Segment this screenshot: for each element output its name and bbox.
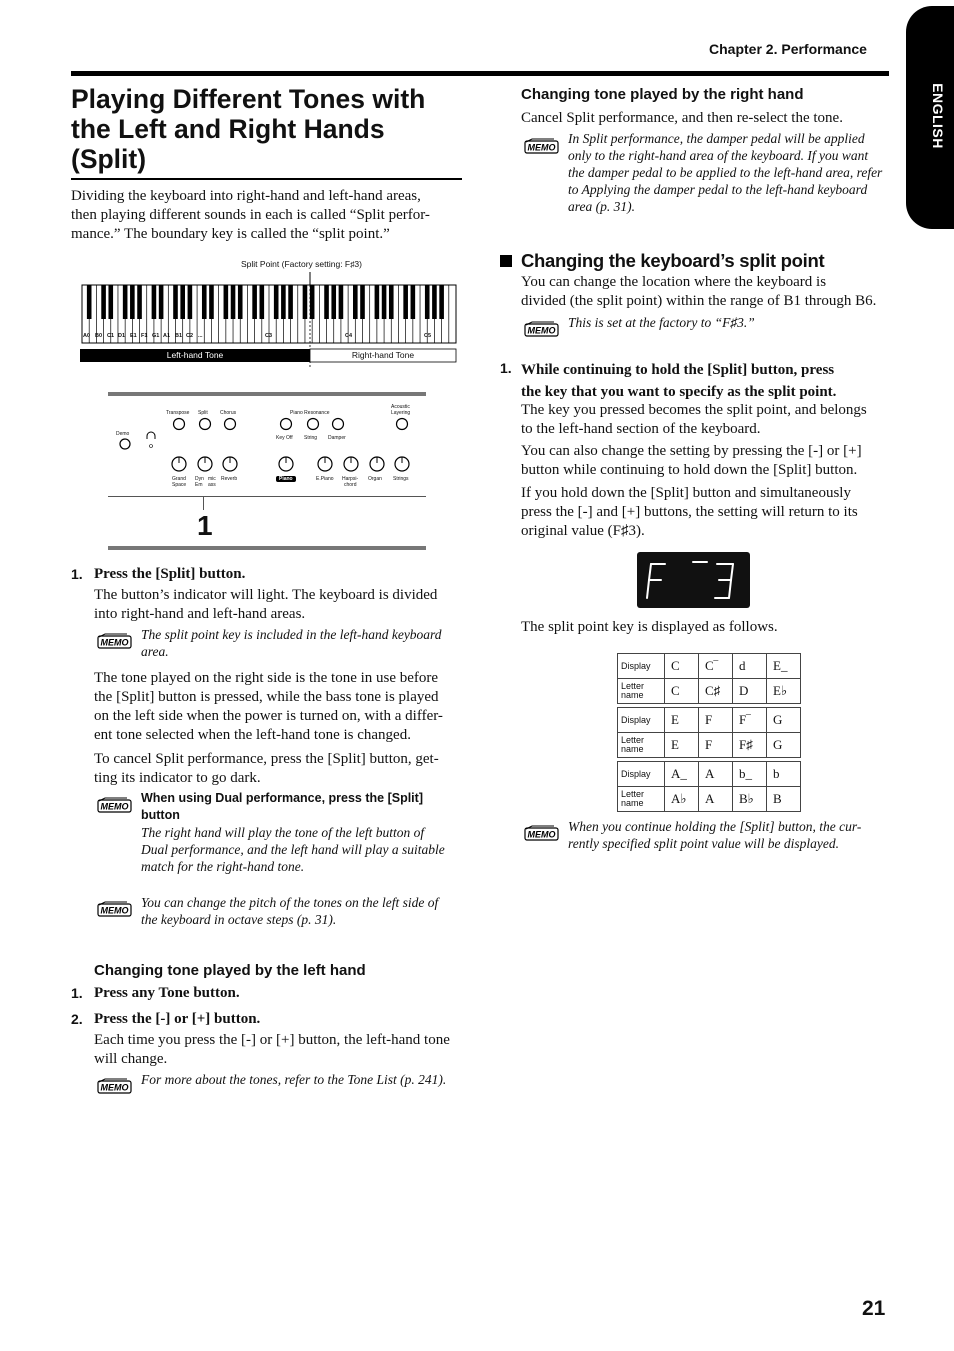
black-key: [281, 285, 286, 319]
text-line: the keyboard in octave steps (p. 31).: [141, 912, 337, 927]
step1-text: [94, 586, 464, 624]
text-line: ent tone selected when the left-hand tone is changed.: [94, 727, 411, 743]
black-key: [360, 285, 365, 319]
memo-icon: [97, 901, 133, 919]
black-key: [130, 285, 135, 319]
table-row: [618, 679, 801, 704]
left-hand-text: [94, 1031, 466, 1069]
text-line: into right-hand and left-hand areas.: [94, 606, 306, 622]
led-display-f3: [637, 552, 750, 608]
key-label: D1: [118, 333, 126, 339]
display-label: Display: [618, 708, 665, 733]
black-key: [188, 285, 193, 319]
svg-text:MEMO: MEMO: [527, 142, 556, 153]
table-row: [618, 787, 801, 812]
header-rule: [71, 71, 889, 76]
black-key: [173, 285, 178, 319]
table-row: [618, 733, 801, 758]
letter-cell: B♭: [733, 787, 767, 812]
text-line: button: [141, 808, 180, 822]
black-key: [288, 285, 293, 319]
black-key: [353, 285, 358, 319]
text-line: When using Dual performance, press the [Split]: [141, 791, 423, 805]
text-line: the [Split] button is pressed, while the bass tone is played: [94, 689, 439, 705]
letter-cell: E: [665, 733, 699, 758]
space-label: Space: [172, 482, 187, 488]
text-line: ting its indicator to go dark.: [94, 770, 261, 786]
step-title: Press any Tone button.: [94, 985, 240, 1001]
letter-cell: A: [699, 787, 733, 812]
em-label: Em: [195, 482, 203, 488]
black-key: [87, 285, 92, 319]
demo-label: Demo: [116, 431, 130, 437]
memo-icon: [97, 797, 133, 815]
black-key: [108, 285, 113, 319]
memo-icon: [524, 825, 560, 843]
black-key: [432, 285, 437, 319]
memo-text: [141, 894, 463, 928]
text-line: Each time you press the [-] or [+] button, the left-hand tone: [94, 1032, 450, 1048]
black-key: [159, 285, 164, 319]
text-line: the damper pedal to be applied to the left-hand area, refer: [568, 165, 883, 180]
split-point-p1: [521, 401, 893, 439]
black-key: [331, 285, 336, 319]
key-label: B1: [175, 333, 183, 339]
step-title: Press the [Split] button.: [94, 566, 246, 582]
text-line: to the left-hand section of the keyboard.: [521, 421, 761, 437]
black-key: [260, 285, 265, 319]
letter-name-label: Letter name: [618, 733, 665, 758]
black-key: [439, 285, 444, 319]
text-line: to Applying the damper pedal to the left-hand keyboard: [568, 182, 868, 197]
split-point-heading: Changing the keyboard’s split point: [521, 250, 825, 271]
svg-text:MEMO: MEMO: [100, 637, 129, 648]
svg-text:MEMO: MEMO: [100, 905, 129, 916]
text-line: area.: [141, 644, 169, 659]
display-cell: A_: [665, 762, 699, 787]
cancel-split-text: [94, 750, 464, 788]
string-label: String: [304, 435, 318, 441]
right-hand-tone-label: Right-hand Tone: [351, 350, 415, 360]
key-label: C1: [107, 333, 115, 339]
step-title: Press the [-] or [+] button.: [94, 1011, 261, 1027]
key-label: C5: [424, 333, 432, 339]
display-cell: C‾: [699, 654, 733, 679]
piano-resonance-label: Piano Resonance: [290, 410, 330, 416]
memo-text: [141, 626, 463, 660]
svg-text:MEMO: MEMO: [527, 829, 556, 840]
text-line: Dual performance, and the left hand will play a suitable: [141, 842, 445, 857]
text-line: original value (F♯3).: [521, 523, 645, 539]
letter-cell: C♯: [699, 679, 733, 704]
key-label: C2: [186, 333, 194, 339]
strings-label: Strings: [393, 476, 409, 482]
transpose-label: Transpose: [166, 410, 190, 416]
black-key: [224, 285, 229, 319]
letter-cell: C: [665, 679, 699, 704]
text-line: The right hand will play the tone of the left button of: [141, 825, 425, 840]
key-label: C4: [345, 333, 353, 339]
text-line: You can change the location where the keyboard is: [521, 274, 827, 290]
text-line: on the left side when the power is turned on, with a differ-: [94, 708, 443, 724]
grand-label: Grand: [172, 476, 186, 482]
display-cell: C: [665, 654, 699, 679]
layering-label: Layering: [391, 410, 411, 416]
key-off-label: Key Off: [276, 435, 293, 441]
split-point-p2: [521, 442, 893, 480]
intro-paragraph: [71, 187, 463, 244]
black-key: [209, 285, 214, 319]
black-key: [389, 285, 394, 319]
key-label: F1: [141, 333, 148, 339]
letter-cell: B: [767, 787, 801, 812]
black-key: [101, 285, 106, 319]
display-cell: E_: [767, 654, 801, 679]
black-key: [123, 285, 128, 319]
memo-text: This is set at the factory to “F♯3.”: [568, 315, 755, 330]
black-key: [324, 285, 329, 319]
display-cell: E: [665, 708, 699, 733]
letter-cell: F: [699, 733, 733, 758]
black-key: [202, 285, 207, 319]
panel-controls: [108, 392, 426, 496]
memo-icon: [524, 138, 560, 156]
black-key: [382, 285, 387, 319]
display-cell: F‾: [733, 708, 767, 733]
memo-icon: [524, 321, 560, 339]
title-rule: [71, 178, 462, 180]
table-intro: The split point key is displayed as follows.: [521, 619, 778, 635]
key-label: E1: [130, 333, 137, 339]
led-display: [637, 552, 750, 608]
black-key: [310, 285, 315, 319]
split-point-label: Split Point (Factory setting: F♯3): [241, 259, 362, 269]
text-line: Dividing the keyboard into right-hand and left-hand areas,: [71, 188, 421, 204]
key-label: G1: [152, 333, 160, 339]
split-description: [94, 669, 464, 745]
letter-name-label: Letter name: [618, 787, 665, 812]
black-key: [411, 285, 416, 319]
page-title: [71, 84, 425, 174]
table-row: [618, 708, 801, 733]
acoustic-label: Acoustic: [391, 404, 410, 410]
key-label: B0: [95, 333, 103, 339]
text-line: When you continue holding the [Split] button, the cur-: [568, 819, 862, 834]
left-hand-heading: Changing tone played by the left hand: [94, 962, 366, 979]
memo-text: [568, 818, 888, 852]
step-callout-1: 1: [197, 510, 213, 541]
text-line: rently specified split point value will be displayed.: [568, 836, 839, 851]
letter-cell: A♭: [665, 787, 699, 812]
memo-heading: [141, 790, 463, 824]
text-line: While continuing to hold the [Split] button, press: [521, 362, 835, 378]
black-key: [231, 285, 236, 319]
black-key: [339, 285, 344, 319]
display-cell: F: [699, 708, 733, 733]
text-line: will change.: [94, 1051, 168, 1067]
text-line: The split point key is included in the left-hand keyboard: [141, 627, 442, 642]
ass-label: ass: [208, 482, 216, 488]
right-hand-heading: Changing tone played by the right hand: [521, 86, 804, 103]
letter-name-label: Letter name: [618, 679, 665, 704]
page-title-line: Playing Different Tones with: [71, 84, 426, 114]
display-label: Display: [618, 654, 665, 679]
epiano-label: E.Piano: [316, 476, 334, 482]
key-label: C3: [265, 333, 273, 339]
svg-text:MEMO: MEMO: [100, 801, 129, 812]
text-line: only to the right-hand area of the keyboard. If you want: [568, 148, 869, 163]
black-key: [274, 285, 279, 319]
memo-text: [568, 130, 888, 215]
black-key: [180, 285, 185, 319]
key-labels: [80, 333, 460, 343]
black-key: [137, 285, 142, 319]
letter-cell: F♯: [733, 733, 767, 758]
letter-cell: D: [733, 679, 767, 704]
organ-label: Organ: [368, 476, 382, 482]
text-line: To cancel Split performance, press the [Split] button, get-: [94, 751, 439, 767]
text-line: match for the right-hand tone.: [141, 859, 305, 874]
black-key: [375, 285, 380, 319]
page-number: 21: [862, 1297, 886, 1320]
black-key: [238, 285, 243, 319]
split-label: Split: [198, 410, 208, 416]
text-line: The tone played on the right side is the tone in use before: [94, 670, 439, 686]
page-title-line: the Left and Right Hands: [71, 114, 385, 144]
text-line: area (p. 31).: [568, 199, 635, 214]
black-key: [425, 285, 430, 319]
memo-text: For more about the tones, refer to the Tone List (p. 241).: [141, 1072, 447, 1087]
left-hand-tone-label: Left-hand Tone: [166, 350, 224, 360]
text-line: divided (the split point) within the range of B1 through B6.: [521, 293, 877, 309]
display-label: Display: [618, 762, 665, 787]
key-label: A1: [163, 333, 171, 339]
black-key: [403, 285, 408, 319]
dyn-label: Dyn: [195, 476, 204, 482]
split-point-p3: [521, 484, 893, 541]
led-display-value: [637, 552, 638, 553]
key-label: A0: [83, 333, 91, 339]
display-cell: b: [767, 762, 801, 787]
display-cell: b_: [733, 762, 767, 787]
right-hand-text: Cancel Split performance, and then re-select the tone.: [521, 110, 843, 126]
text-line: press the [-] and [+] buttons, the setting will return to its: [521, 504, 858, 520]
section-bullet: [500, 255, 512, 267]
chapter-header: Chapter 2. Performance: [709, 41, 867, 57]
black-key: [152, 285, 157, 319]
text-line: You can change the pitch of the tones on the left side of: [141, 895, 439, 910]
chorus-label: Chorus: [220, 410, 237, 416]
step-number: 1.: [71, 985, 83, 1001]
memo-icon: [97, 1078, 133, 1096]
step-number: 2.: [71, 1011, 83, 1027]
piano-label: Piano: [276, 476, 296, 482]
harpsi-label: Harpsi-: [342, 476, 359, 482]
step-number: 1.: [71, 566, 83, 582]
text-line: If you hold down the [Split] button and simultaneously: [521, 485, 851, 501]
text-line: In Split performance, the damper pedal will be applied: [568, 131, 865, 146]
damper-label: Damper: [328, 435, 346, 441]
text-line: The key you pressed becomes the split point, and belongs: [521, 402, 867, 418]
text-line: then playing different sounds in each is called “Split perfor-: [71, 207, 430, 223]
split-point-intro: [521, 273, 893, 311]
page-title-line: (Split): [71, 144, 147, 174]
panel-figure: [108, 392, 426, 550]
table-row: [618, 654, 801, 679]
memo-icon: [97, 633, 133, 651]
text-line: The button’s indicator will light. The keyboard is divided: [94, 587, 438, 603]
step-number: 1.: [500, 360, 512, 376]
black-key: [252, 285, 257, 319]
table-row: [618, 762, 801, 787]
memo-text: [141, 824, 463, 875]
text-line: button while continuing to hold down the [Split] button.: [521, 462, 858, 478]
display-cell: G: [767, 708, 801, 733]
mic-label: mic: [208, 476, 216, 482]
black-key: [303, 285, 308, 319]
letter-cell: G: [767, 733, 801, 758]
display-cell: d: [733, 654, 767, 679]
text-line: the key that you want to specify as the split point.: [521, 384, 837, 400]
svg-text:MEMO: MEMO: [100, 1082, 129, 1093]
svg-text:MEMO: MEMO: [527, 325, 556, 336]
display-cell: A: [699, 762, 733, 787]
step-title: [521, 359, 893, 403]
letter-cell: E♭: [767, 679, 801, 704]
key-label: ...: [198, 333, 203, 339]
reverb-label: Reverb: [221, 476, 238, 482]
chord-label: chord: [344, 482, 357, 488]
split-key-table: [617, 653, 801, 812]
text-line: You can also change the setting by pressing the [-] or [+]: [521, 443, 862, 459]
language-tab-label: ENGLISH: [930, 83, 946, 149]
text-line: mance.” The boundary key is called the “split point.”: [71, 226, 390, 242]
